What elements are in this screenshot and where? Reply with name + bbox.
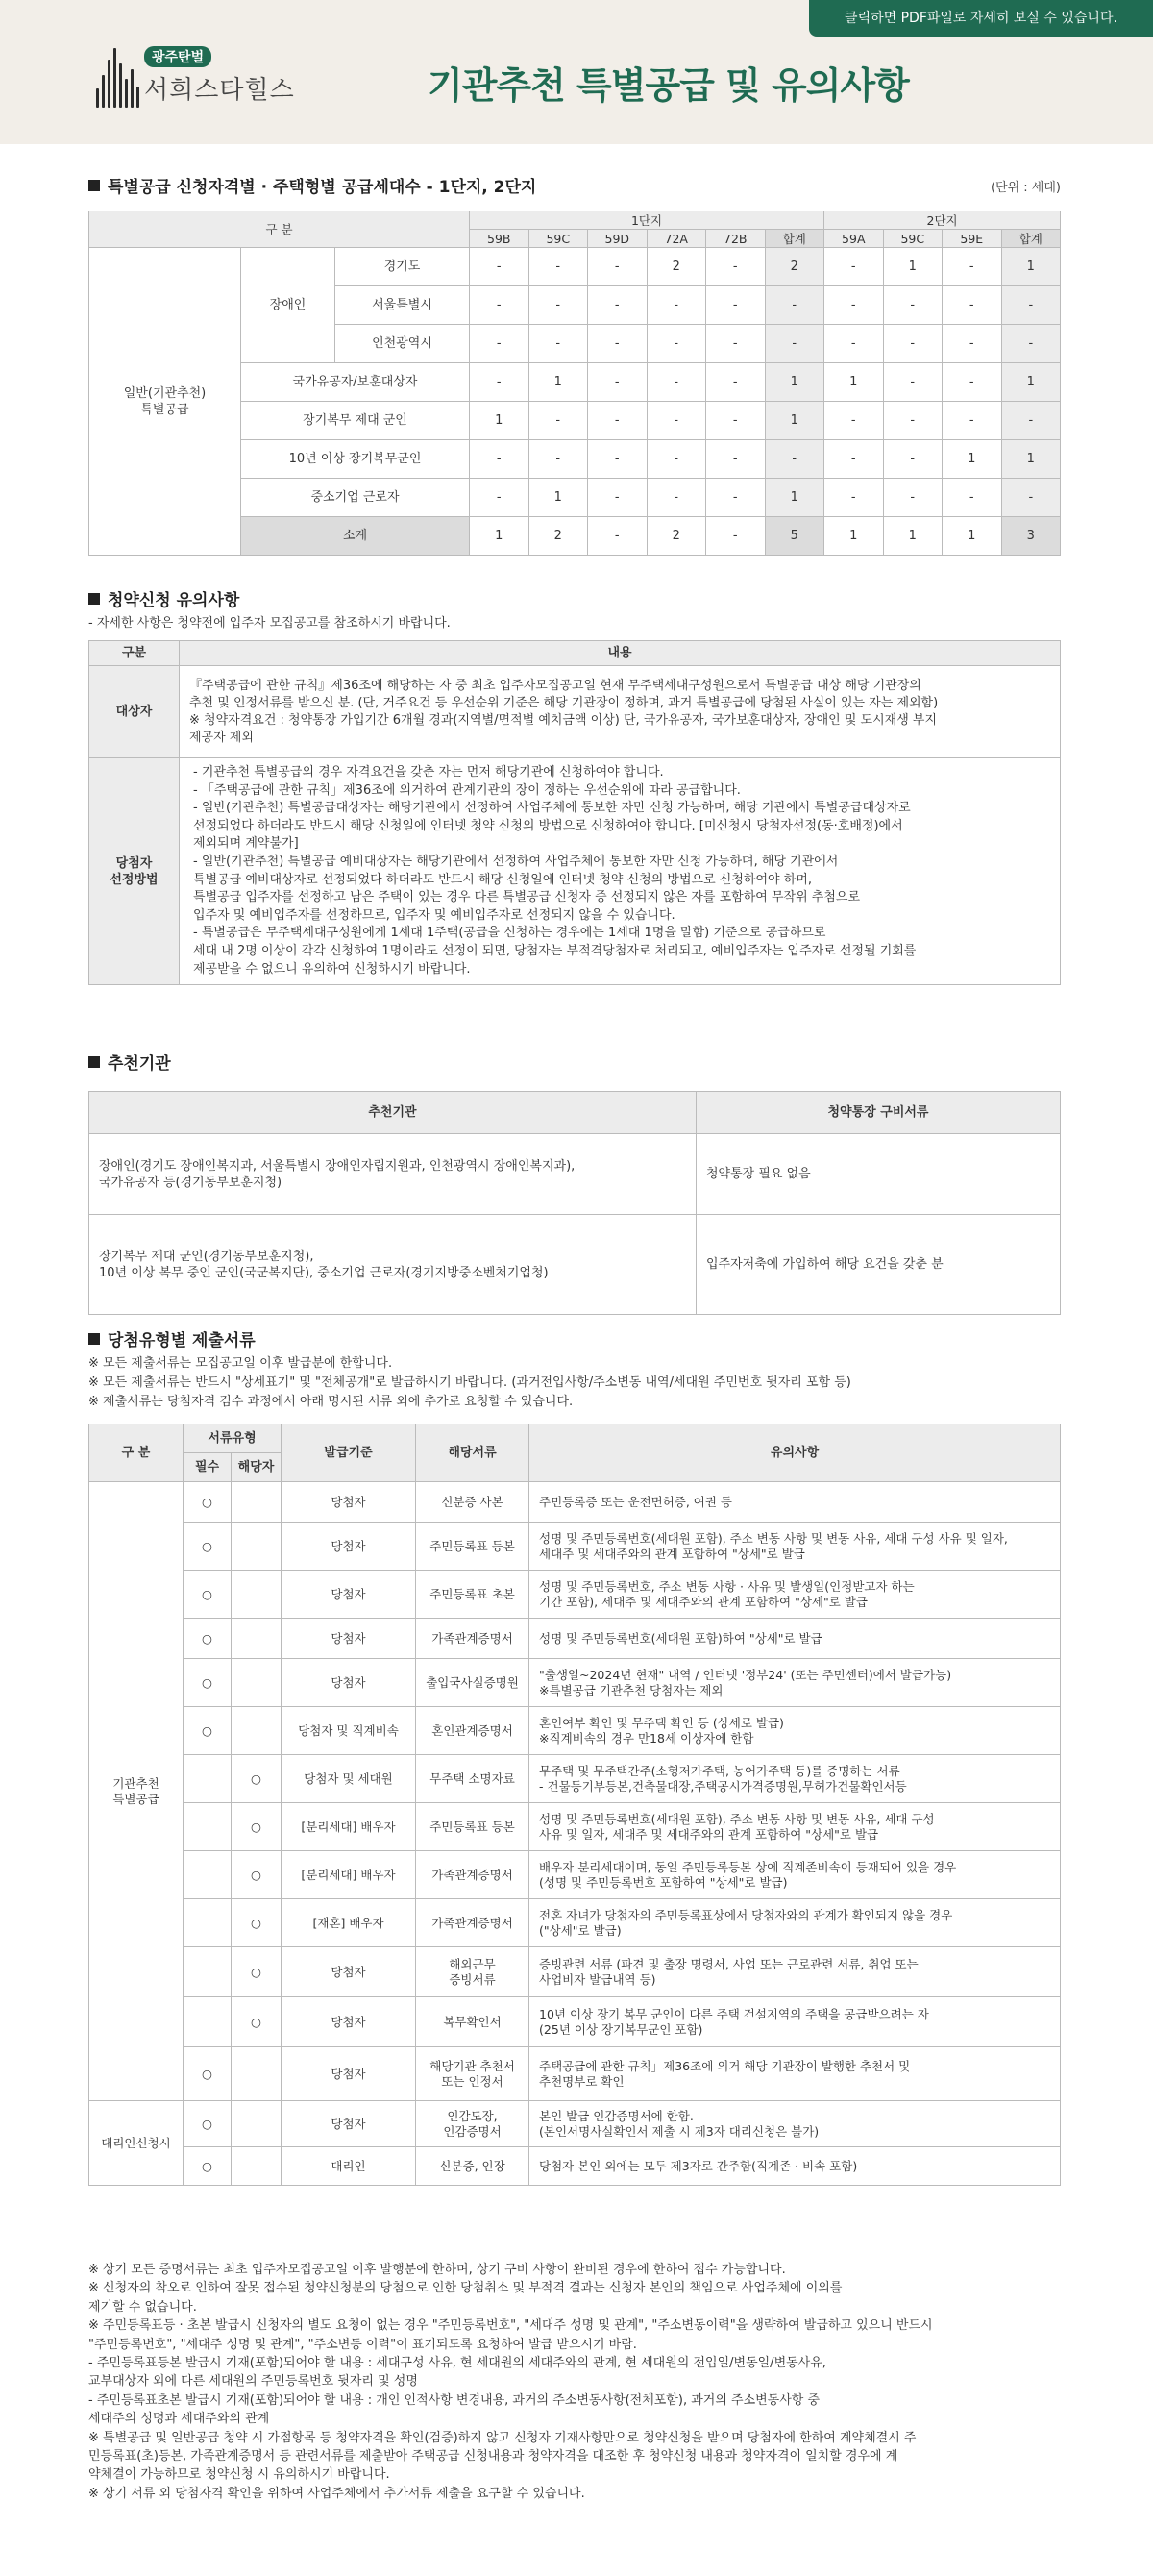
basis-cell: [분리세대] 배우자: [282, 1851, 416, 1899]
documents-table: [88, 1424, 1061, 2186]
value-cell: -: [824, 479, 884, 517]
note-line: ※ 모든 제출서류는 모집공고일 이후 발급분에 한합니다.: [88, 1356, 393, 1371]
square-bullet-icon: [88, 1056, 100, 1068]
value-cell: -: [706, 286, 766, 325]
row-label: 서울특별시: [335, 286, 470, 325]
basis-cell: 당첨자: [282, 2101, 416, 2147]
value-cell: -: [470, 363, 529, 402]
header-basis: 발급기준: [282, 1424, 416, 1482]
value-cell: -: [528, 286, 588, 325]
pdf-download-button[interactable]: 클릭하면 PDF파일로 자세히 보실 수 있습니다.: [809, 0, 1153, 37]
notes-table: [88, 640, 1061, 985]
type-header: 59C: [883, 230, 943, 248]
type-header: 합계: [1001, 230, 1061, 248]
row-content: 『주택공급에 관한 규칙』제36조에 해당하는 자 중 최초 입주자모집공고일 현재 무주택세대구성원으로서 특별공급 대상 해당 기관장의 추천 및 인정서류를 받으신 분. (단, 거주요건 등 우선순위 기준은 해당 기관장이 정하며, 과거 특별공급에 당첨된 사실이 있는 자는 제외함) ※ 청약자격요건 : 청약통장 가입기간 6개월 경과(지역별/면적별 예치금액 이상) 단, 국가유공자, 국가보훈대상자, 장애인 및 도시재생 부지 제공자 제외: [180, 666, 1061, 758]
supply-table: [88, 211, 1061, 556]
note-cell: 전혼 자녀가 당첨자의 주민등록표상에서 당첨자와의 관계가 확인되지 않을 경우 ("상세"로 발급): [529, 1899, 1061, 1947]
square-bullet-icon: [88, 180, 100, 191]
value-cell: -: [1001, 402, 1061, 440]
value-cell: -: [943, 479, 1002, 517]
basis-cell: [재혼] 배우자: [282, 1899, 416, 1947]
value-cell: 2: [647, 248, 706, 286]
required-mark: ○: [184, 1571, 232, 1619]
doc-cell: 무주택 소명자료: [416, 1755, 529, 1803]
value-cell: 1: [765, 402, 824, 440]
section-supply-count: [88, 173, 1061, 556]
value-cell: 1: [528, 479, 588, 517]
doc-cell: 주민등록표 등본: [416, 1803, 529, 1851]
value-cell: 1: [765, 479, 824, 517]
basis-cell: 대리인: [282, 2147, 416, 2186]
value-cell: -: [1001, 325, 1061, 363]
required-mark: ○: [184, 2147, 232, 2186]
table-row: [89, 2147, 1061, 2186]
header-doc: 청약통장 구비서류: [697, 1092, 1061, 1134]
doc-cell: 해당기관 추천서 또는 인정서: [416, 2047, 529, 2101]
doc-cell: 청약통장 필요 없음: [697, 1134, 1061, 1215]
section-note: - 자세한 사항은 청약전에 입주자 모집공고를 참조하시기 바랍니다.: [88, 616, 451, 631]
table-row: [89, 1482, 1061, 1523]
logo-name: 서희스타힐스: [144, 76, 295, 105]
conditional-mark: ○: [232, 1997, 282, 2047]
section-documents: [88, 1326, 1061, 2186]
value-cell: -: [706, 479, 766, 517]
value-cell: -: [706, 517, 766, 556]
value-cell: -: [647, 440, 706, 479]
value-cell: -: [883, 440, 943, 479]
note-cell: 혼인여부 확인 및 무주택 확인 등 (상세로 발급) ※직계비속의 경우 만18세 이상자에 한함: [529, 1707, 1061, 1755]
required-mark: ○: [184, 2101, 232, 2147]
value-cell: -: [528, 248, 588, 286]
value-cell: 2: [647, 517, 706, 556]
required-mark: [184, 1899, 232, 1947]
value-cell: 1: [883, 248, 943, 286]
basis-cell: 당첨자: [282, 1619, 416, 1659]
note-cell: 주택공급에 관한 규칙」제36조에 의거 해당 기관장이 발행한 추천서 및 추천명부로 확인: [529, 2047, 1061, 2101]
value-cell: -: [647, 363, 706, 402]
value-cell: -: [528, 325, 588, 363]
header-conditional: 해당자: [232, 1453, 282, 1482]
value-cell: -: [706, 440, 766, 479]
basis-cell: 당첨자: [282, 1997, 416, 2047]
basis-cell: 당첨자: [282, 1571, 416, 1619]
table-row: [89, 1134, 1061, 1215]
type-header: 72B: [706, 230, 766, 248]
row-label: 대상자: [89, 666, 180, 758]
org-cell: 장기복무 제대 군인(경기동부보훈지청), 10년 이상 복무 중인 군인(국군복지단), 중소기업 근로자(경기지방중소벤처기업청): [89, 1215, 697, 1315]
row-label: 중소기업 근로자: [241, 479, 470, 517]
row-label: 경기도: [335, 248, 470, 286]
value-cell: 1: [943, 440, 1002, 479]
value-cell: 1: [824, 517, 884, 556]
page-title: 기관추천 특별공급 및 유의사항: [428, 64, 909, 107]
conditional-mark: [232, 1482, 282, 1523]
table-row: [89, 1619, 1061, 1659]
value-cell: -: [470, 479, 529, 517]
doc-cell: 신분증, 인장: [416, 2147, 529, 2186]
value-cell: 1: [470, 517, 529, 556]
table-row: [89, 1755, 1061, 1803]
conditional-mark: [232, 1619, 282, 1659]
logo-badge: 광주탄벌: [144, 46, 211, 67]
value-cell: 1: [1001, 440, 1061, 479]
note-cell: 증빙관련 서류 (파견 및 출장 명령서, 사업 또는 근로관련 서류, 취업 또는 사업비자 발급내역 등): [529, 1947, 1061, 1997]
table-row: [89, 1947, 1061, 1997]
conditional-mark: ○: [232, 1947, 282, 1997]
value-cell: -: [1001, 286, 1061, 325]
table-row: [89, 1997, 1061, 2047]
value-cell: -: [824, 440, 884, 479]
value-cell: 1: [824, 363, 884, 402]
conditional-mark: ○: [232, 1851, 282, 1899]
doc-cell: 입주자저축에 가입하여 해당 요건을 갖춘 분: [697, 1215, 1061, 1315]
section-title: 특별공급 신청자격별 · 주택형별 공급세대수 - 1단지, 2단지: [88, 173, 1061, 197]
required-mark: ○: [184, 1482, 232, 1523]
conditional-mark: [232, 1523, 282, 1571]
value-cell: -: [470, 325, 529, 363]
note-cell: 성명 및 주민등록번호(세대원 포함), 주소 변동 사항 및 변동 사유, 세대 구성 사유 및 일자, 세대주 및 세대주와의 관계 포함하여 "상세"로 발급: [529, 1523, 1061, 1571]
table-row: [89, 1899, 1061, 1947]
basis-cell: 당첨자: [282, 1482, 416, 1523]
note-cell: 성명 및 주민등록번호(세대원 포함), 주소 변동 사항 및 변동 사유, 세대 구성 사유 및 일자, 세대주 및 세대주와의 관계 포함하여 "상세"로 발급: [529, 1803, 1061, 1851]
value-cell: -: [588, 286, 648, 325]
value-cell: -: [883, 479, 943, 517]
doc-cell: 주민등록표 등본: [416, 1523, 529, 1571]
required-mark: [184, 1997, 232, 2047]
table-row: [89, 758, 1061, 985]
value-cell: 2: [765, 248, 824, 286]
row-label: 장기복무 제대 군인: [241, 402, 470, 440]
value-cell: -: [1001, 479, 1061, 517]
value-cell: -: [647, 402, 706, 440]
doc-cell: 해외근무 증빙서류: [416, 1947, 529, 1997]
header-doc: 해당서류: [416, 1424, 529, 1482]
required-mark: [184, 1755, 232, 1803]
doc-cell: 혼인관계증명서: [416, 1707, 529, 1755]
disabled-group-cell: 장애인: [241, 248, 335, 363]
value-cell: -: [588, 363, 648, 402]
required-mark: ○: [184, 1523, 232, 1571]
section-notes: [88, 1354, 1061, 1412]
required-mark: ○: [184, 1707, 232, 1755]
row-label: 소계: [241, 517, 470, 556]
value-cell: -: [943, 402, 1002, 440]
note-cell: 주민등록증 또는 운전면허증, 여권 등: [529, 1482, 1061, 1523]
value-cell: 1: [943, 517, 1002, 556]
basis-cell: [분리세대] 배우자: [282, 1803, 416, 1851]
header-org: 추천기관: [89, 1092, 697, 1134]
doc-cell: 출입국사실증명원: [416, 1659, 529, 1707]
section-title: 추천기관: [88, 1050, 1061, 1074]
value-cell: -: [943, 248, 1002, 286]
type-header: 59B: [470, 230, 529, 248]
basis-cell: 당첨자: [282, 2047, 416, 2101]
table-row: [89, 1523, 1061, 1571]
value-cell: 1: [883, 517, 943, 556]
value-cell: -: [765, 325, 824, 363]
group-cell: 대리인신청시: [89, 2101, 184, 2186]
row-label: 당첨자 선정방법: [89, 758, 180, 985]
row-content: - 기관추천 특별공급의 경우 자격요건을 갖춘 자는 먼저 해당기관에 신청하여야 합니다. - 「주택공급에 관한 규칙」제36조에 의거하여 관계기관의 장이 정하는 우선순위에 따라 공급합니다. - 일반(기관추천) 특별공급대상자는 해당기관에서 선정하여 사업주체에 통보한 자만 신청 가능하며, 해당 기관에서 특별공급대상자로 선정되었다 하더라도 반드시 해당 신청일에 인터넷 청약 신청의 방법으로 신청하여야 합니다. [미신청시 당첨자선정(동·호배정)에서 제외되며 계약불가] - 일반(기관추천) 특별공급 예비대상자는 해당기관에서 선정하여 사업주체에 통보한 자만 신청 가능하며, 해당 기관에서 특별공급 예비대상자로 선정되었다 하더라도 반드시 해당 신청일에 인터넷 청약 신청의 방법으로 신청하여야 하며, 특별공급 입주자를 선정하고 남은 주택이 있는 경우 다른 특별공급 신청자 중 선정되지 않은 자를 포함하여 무작위 추첨으로 입주자 및 예비입주자를 선정하므로, 입주자 및 예비입주자로 선정되지 않을 수 있습니다. - 특별공급은 무주택세대구성원에게 1세대 1주택(공급을 신청하는 경우에는 1세대 1명을 말함) 기준으로 공급하므로 세대 내 2명 이상이 각각 신청하여 1명이라도 선정이 되면, 당첨자는 부적격당첨자로 처리되고, 예비입주자는 입주자로 선정될 기회를 제공받을 수 없으니 유의하여 신청하시기 바랍니다.: [180, 758, 1061, 985]
value-cell: -: [588, 248, 648, 286]
conditional-mark: [232, 1571, 282, 1619]
value-cell: 2: [528, 517, 588, 556]
doc-cell: 주민등록표 초본: [416, 1571, 529, 1619]
unit-label: (단위 : 세대): [990, 181, 1061, 195]
value-cell: 1: [765, 363, 824, 402]
type-header: 59C: [528, 230, 588, 248]
header-type: 서류유형: [184, 1424, 282, 1453]
conditional-mark: ○: [232, 1803, 282, 1851]
conditional-mark: [232, 2101, 282, 2147]
value-cell: -: [765, 440, 824, 479]
table-row: [89, 2101, 1061, 2147]
value-cell: -: [943, 325, 1002, 363]
row-label: 인천광역시: [335, 325, 470, 363]
value-cell: -: [470, 440, 529, 479]
value-cell: -: [647, 479, 706, 517]
note-cell: 본인 발급 인감증명서에 한함. (본인서명사실확인서 제출 시 제3자 대리신청은 불가): [529, 2101, 1061, 2147]
value-cell: 1: [470, 402, 529, 440]
value-cell: -: [647, 286, 706, 325]
section-application-notes: [88, 586, 1061, 985]
required-mark: ○: [184, 2047, 232, 2101]
required-mark: [184, 1803, 232, 1851]
doc-cell: 가족관계증명서: [416, 1899, 529, 1947]
basis-cell: 당첨자: [282, 1659, 416, 1707]
value-cell: -: [588, 517, 648, 556]
conditional-mark: [232, 2147, 282, 2186]
row-label: 10년 이상 장기복무군인: [241, 440, 470, 479]
note-line: ※ 제출서류는 당첨자격 검수 과정에서 아래 명시된 서류 외에 추가로 요청할 수 있습니다.: [88, 1395, 574, 1409]
value-cell: -: [470, 248, 529, 286]
conditional-mark: [232, 1707, 282, 1755]
conditional-mark: ○: [232, 1755, 282, 1803]
type-header: 59E: [943, 230, 1002, 248]
row-label: 국가유공자/보훈대상자: [241, 363, 470, 402]
value-cell: -: [588, 440, 648, 479]
table-row: [89, 1659, 1061, 1707]
basis-cell: 당첨자 및 세대원: [282, 1755, 416, 1803]
required-mark: [184, 1851, 232, 1899]
header-content: 내용: [180, 641, 1061, 666]
square-bullet-icon: [88, 1333, 100, 1345]
note-cell: 10년 이상 장기 복무 군인이 다른 주택 건설지역의 주택을 공급받으려는 자 (25년 이상 장기복무군인 포함): [529, 1997, 1061, 2047]
note-cell: "출생일~2024년 현재" 내역 / 인터넷 '정부24' (또는 주민센터)에서 발급가능) ※특별공급 기관추천 당첨자는 제외: [529, 1659, 1061, 1707]
basis-cell: 당첨자 및 직계비속: [282, 1707, 416, 1755]
type-header: 59D: [588, 230, 648, 248]
value-cell: -: [588, 479, 648, 517]
col-group-header: 구 분: [89, 211, 470, 248]
value-cell: -: [706, 363, 766, 402]
value-cell: -: [883, 286, 943, 325]
section-recommend-org: [88, 1050, 1061, 1315]
conditional-mark: [232, 1659, 282, 1707]
doc-cell: 인감도장, 인감증명서: [416, 2101, 529, 2147]
header-note: 유의사항: [529, 1424, 1061, 1482]
value-cell: -: [824, 248, 884, 286]
required-mark: ○: [184, 1619, 232, 1659]
value-cell: -: [943, 286, 1002, 325]
group-cell: 기관추천 특별공급: [89, 1482, 184, 2101]
conditional-mark: [232, 2047, 282, 2101]
value-cell: -: [706, 248, 766, 286]
table-row: [89, 1851, 1061, 1899]
required-mark: ○: [184, 1659, 232, 1707]
org-cell: 장애인(경기도 장애인복지과, 서울특별시 장애인자립지원과, 인천광역시 장애인복지과), 국가유공자 등(경기동부보훈지청): [89, 1134, 697, 1215]
value-cell: -: [588, 402, 648, 440]
value-cell: -: [528, 402, 588, 440]
value-cell: -: [824, 402, 884, 440]
note-cell: 당첨자 본인 외에는 모두 제3자로 간주함(직계존 · 비속 포함): [529, 2147, 1061, 2186]
value-cell: -: [528, 440, 588, 479]
value-cell: -: [647, 325, 706, 363]
category-cell: 일반(기관추천) 특별공급: [89, 248, 241, 556]
value-cell: 1: [528, 363, 588, 402]
type-header: 합계: [765, 230, 824, 248]
table-row: [89, 1803, 1061, 1851]
note-cell: 배우자 분리세대이며, 동일 주민등록등본 상에 직계존비속이 등재되어 있을 경우 (성명 및 주민등록번호 포함하여 "상세"로 발급): [529, 1851, 1061, 1899]
note-cell: 무주택 및 무주택간주(소형저가주택, 농어가주택 등)를 증명하는 서류 - 건물등기부등본,건축물대장,주택공시가격증명원,무허가건물확인서등: [529, 1755, 1061, 1803]
table-row: [89, 248, 1061, 286]
value-cell: 3: [1001, 517, 1061, 556]
table-row: [89, 1707, 1061, 1755]
value-cell: -: [883, 363, 943, 402]
logo-wave-icon: [94, 48, 142, 108]
note-cell: 성명 및 주민등록번호, 주소 변동 사항 · 사유 및 발생일(인정받고자 하는 기간 포함), 세대주 및 세대주와의 관계 포함하여 "상세"로 발급: [529, 1571, 1061, 1619]
table-row: [89, 1215, 1061, 1315]
complex1-header: 1단지: [470, 211, 824, 230]
note-cell: 성명 및 주민등록번호(세대원 포함)하여 "상세"로 발급: [529, 1619, 1061, 1659]
value-cell: -: [824, 286, 884, 325]
value-cell: -: [588, 325, 648, 363]
table-row: [89, 666, 1061, 758]
logo: [94, 44, 325, 111]
value-cell: -: [706, 402, 766, 440]
value-cell: -: [943, 363, 1002, 402]
doc-cell: 복무확인서: [416, 1997, 529, 2047]
square-bullet-icon: [88, 593, 100, 605]
value-cell: -: [883, 325, 943, 363]
value-cell: -: [824, 325, 884, 363]
header-gubun: 구분: [89, 641, 180, 666]
required-mark: [184, 1947, 232, 1997]
conditional-mark: ○: [232, 1899, 282, 1947]
header-band: [0, 0, 1153, 144]
value-cell: -: [706, 325, 766, 363]
doc-cell: 신분증 사본: [416, 1482, 529, 1523]
basis-cell: 당첨자: [282, 1947, 416, 1997]
table-row: [89, 2047, 1061, 2101]
basis-cell: 당첨자: [282, 1523, 416, 1571]
table-row: [89, 1571, 1061, 1619]
note-line: ※ 모든 제출서류는 반드시 "상세표기" 및 "전체공개"로 발급하시기 바랍니다. (과거전입사항/주소변동 내역/세대원 주민번호 뒷자리 포함 등): [88, 1375, 851, 1390]
footer-notes: ※ 상기 모든 증명서류는 최초 입주자모집공고일 이후 발행분에 한하며, 상기 구비 사항이 완비된 경우에 한하여 접수 가능합니다. ※ 신청자의 착오로 인하여 잘못 접수된 청약신청분의 당첨으로 인한 당첨취소 및 부적격 결과는 신청자 본인의 책임으로 사업주체에 이의를 제기할 수 없습니다. ※ 주민등록표등 · 초본 발급시 신청자의 별도 요청이 없는 경우 "주민등록번호", "세대주 성명 및 관계", "주소변동이력"을 생략하여 발급하고 있으니 반드시 "주민등록번호", "세대주 성명 및 관계", "주소변동 이력"이 표기되도록 요청하여 발급 받으시기 바람. - 주민등록표등본 발급시 기재(포함)되어야 할 내용 : 세대구성 사유, 현 세대원의 세대주와의 관계, 현 세대원의 전입일/변동일/변동사유, 교부대상자 외에 다른 세대원의 주민등록번호 뒷자리 및 성명 - 주민등록표초본 발급시 기재(포함)되어야 할 내용 : 개인 인적사항 변경내용, 과거의 주소변동사항(전체포함), 과거의 주소변동사항 중 세대주의 성명과 세대주와의 관계 ※ 특별공급 및 일반공급 청약 시 가점항목 등 청약자격을 확인(검증)하지 않고 신청자 기재사항만으로 청약신청을 받으며 당첨자에 한하여 계약체결시 주 민등록표(초)등본, 가족관계증명서 등 관련서류를 제출받아 주택공급 신청내용과 청약자격을 대조한 후 청약신청 내용과 청약자격이 일치할 경우에 계 약체결이 가능하므로 청약신청 시 유의하시기 바랍니다. ※ 상기 서류 외 당첨자격 확인을 위하여 사업주체에서 추가서류 제출을 요구할 수 있습니다.: [88, 2263, 933, 2501]
header-required: 필수: [184, 1453, 232, 1482]
value-cell: 5: [765, 517, 824, 556]
section-title: 당첨유형별 제출서류: [88, 1326, 1061, 1350]
type-header: 72A: [647, 230, 706, 248]
value-cell: 1: [1001, 363, 1061, 402]
complex2-header: 2단지: [824, 211, 1061, 230]
org-table: [88, 1091, 1061, 1315]
value-cell: -: [470, 286, 529, 325]
doc-cell: 가족관계증명서: [416, 1619, 529, 1659]
type-header: 59A: [824, 230, 884, 248]
section-title: 청약신청 유의사항: [88, 586, 1061, 610]
value-cell: -: [765, 286, 824, 325]
header-gubun: 구 분: [89, 1424, 184, 1482]
value-cell: 1: [1001, 248, 1061, 286]
value-cell: -: [883, 402, 943, 440]
doc-cell: 가족관계증명서: [416, 1851, 529, 1899]
